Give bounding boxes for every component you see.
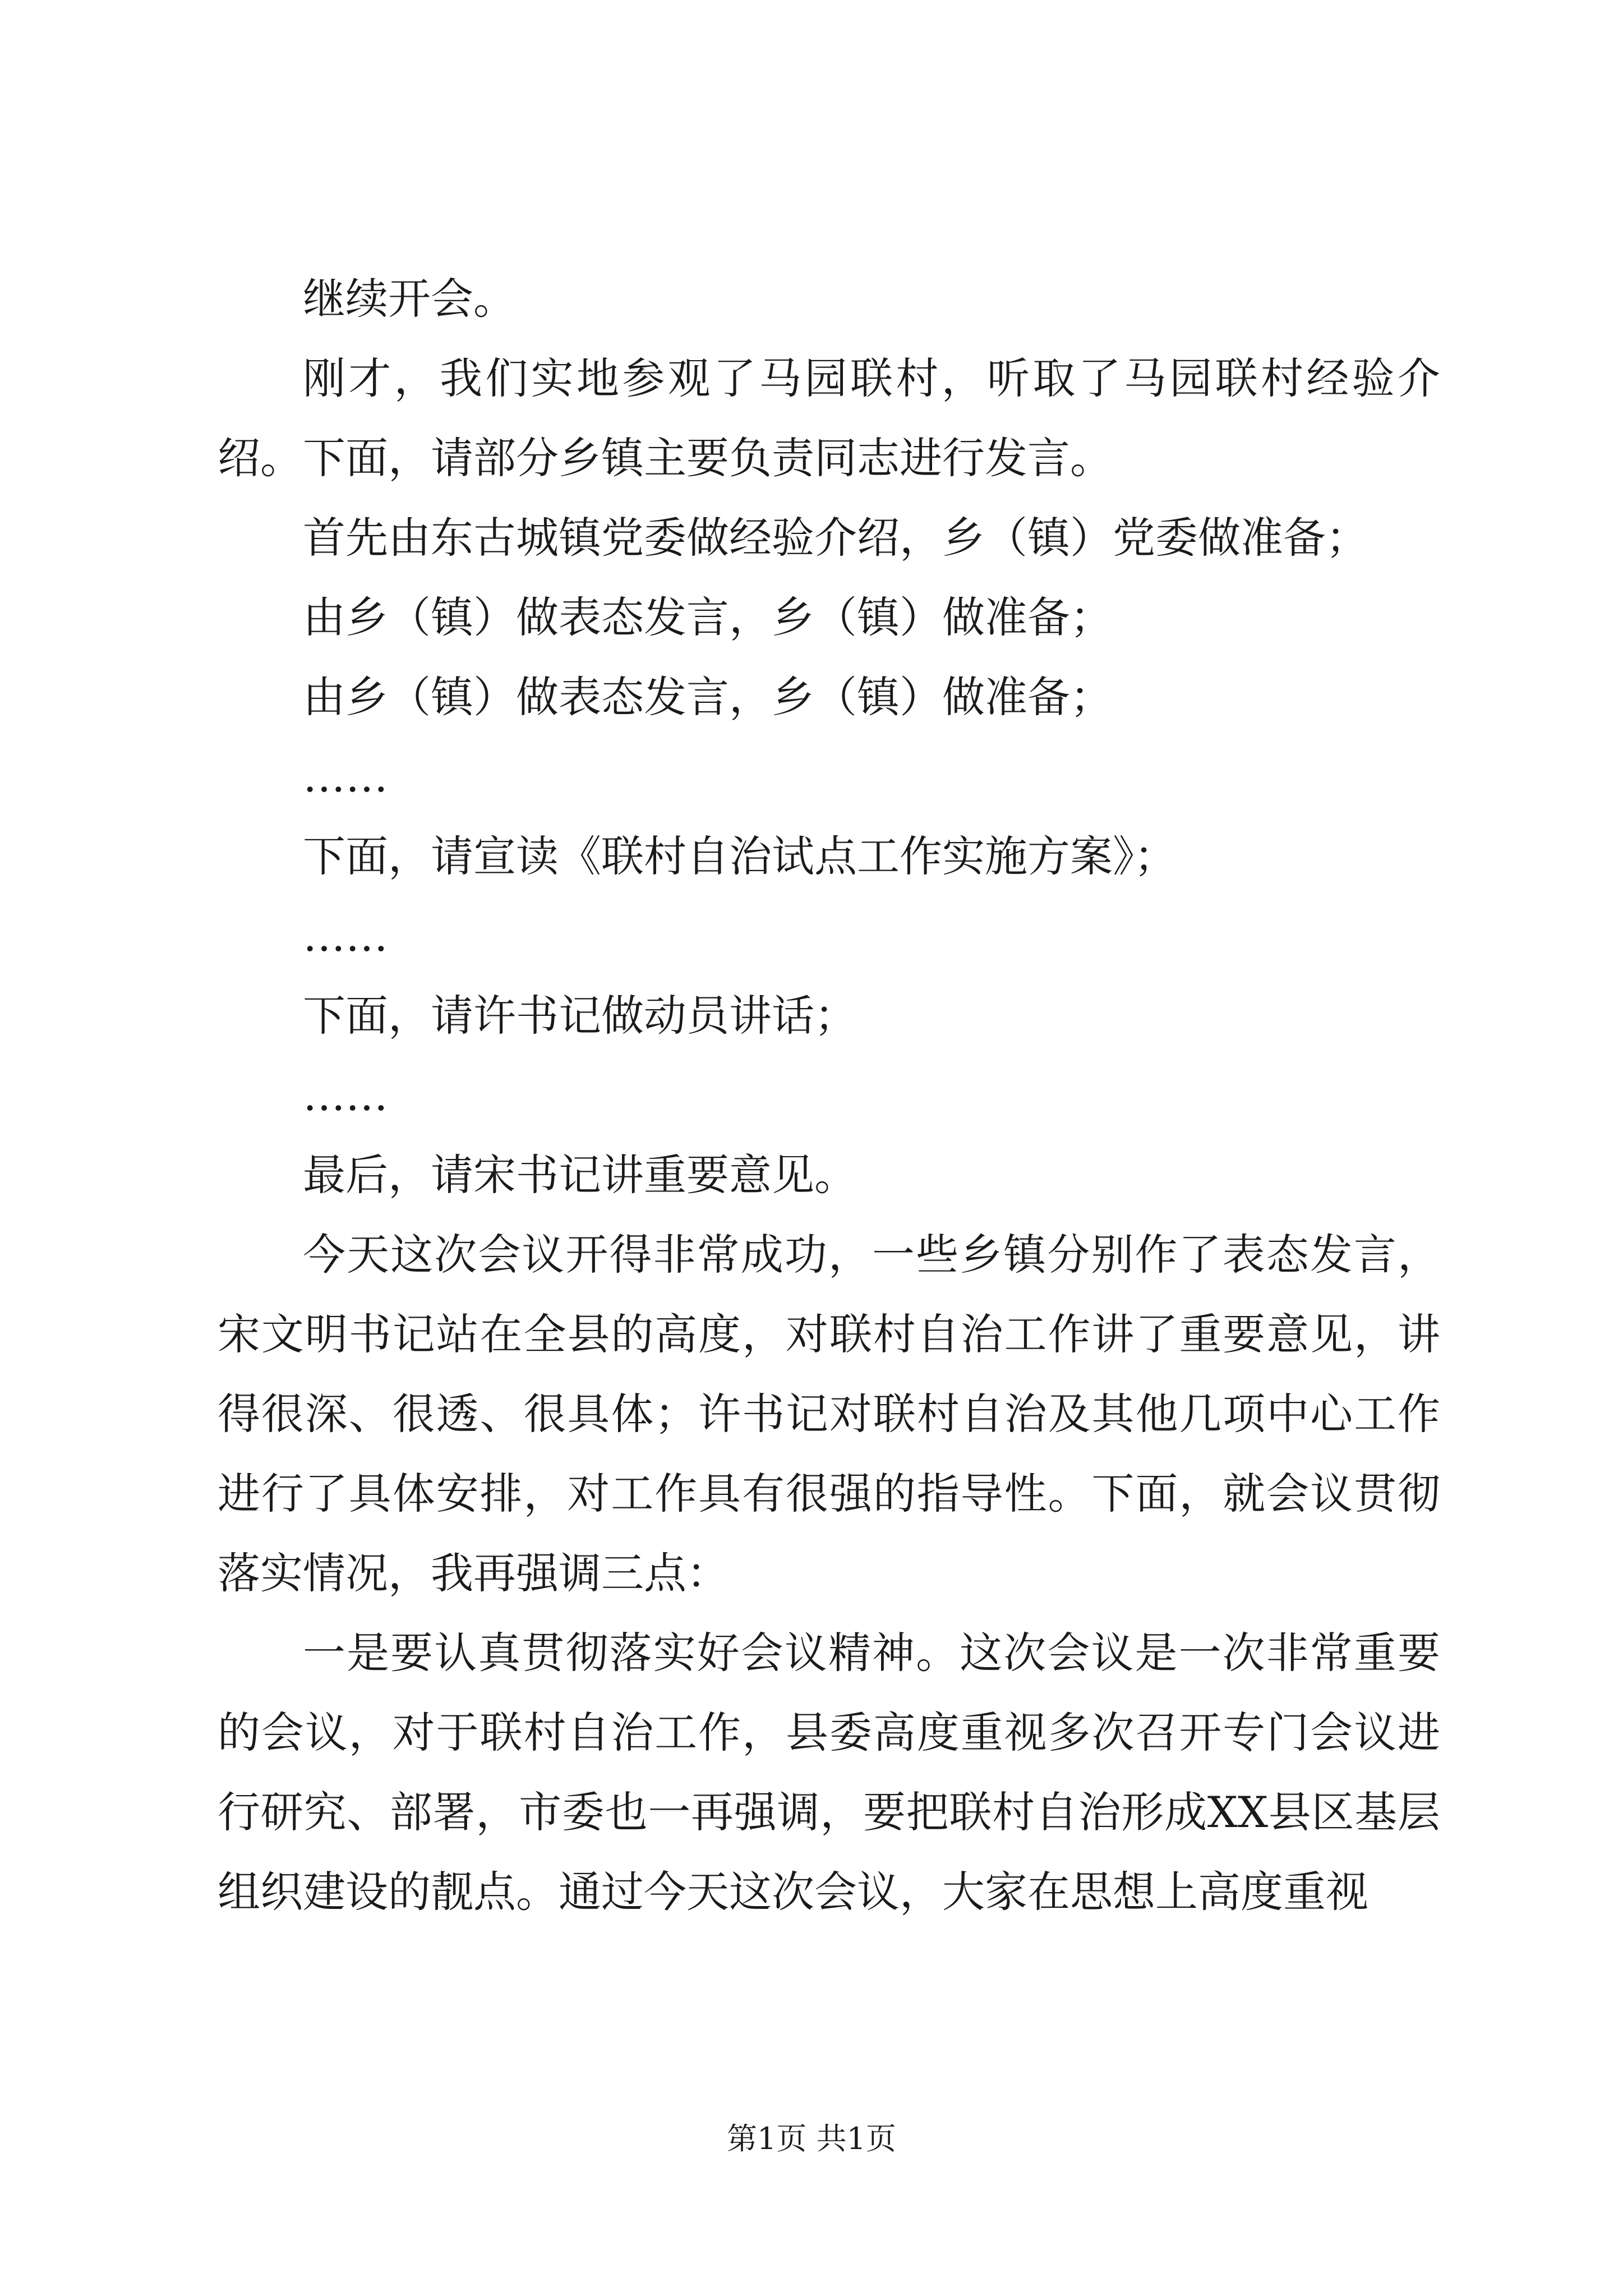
paragraph: 由乡（镇）做表态发言，乡（镇）做准备； bbox=[303, 592, 1113, 642]
page-number: 第1页 共1页 bbox=[727, 2121, 896, 2156]
ellipsis-line: …… bbox=[303, 911, 388, 961]
document-body bbox=[218, 259, 1440, 1932]
ellipsis-line: …… bbox=[303, 752, 388, 802]
paragraph: 一是要认真贯彻落实好会议精神。这次会议是一次非常重要的会议，对于联村自治工作，县委高度重视多次召开专门会议进行研究、部署，市委也一再强调，要把联村自治形成XX县区基层组织建设的靓点。通过今天这次会议，大家在思想上高度重视 bbox=[218, 1628, 1440, 1917]
page-footer bbox=[0, 2115, 1623, 2158]
paragraph: 今天这次会议开得非常成功，一些乡镇分别作了表态发言，宋文明书记站在全县的高度，对联村自治工作讲了重要意见，讲得很深、很透、很具体；许书记对联村自治及其他几项中心工作进行了具体安排，对工作具有很强的指导性。下面，就会议贯彻落实情况，我再强调三点： bbox=[218, 1230, 1440, 1598]
paragraph: 首先由东古城镇党委做经验介绍，乡（镇）党委做准备； bbox=[303, 513, 1368, 563]
paragraph: 下面，请宣读《联村自治试点工作实施方案》； bbox=[303, 831, 1177, 881]
paragraph: 刚才，我们实地参观了马园联村，听取了马园联村经验介绍。下面，请部分乡镇主要负责同志进行发言。 bbox=[218, 353, 1440, 483]
paragraph: 继续开会。 bbox=[303, 274, 516, 324]
paragraph: 由乡（镇）做表态发言，乡（镇）做准备； bbox=[303, 672, 1113, 722]
ellipsis-line: …… bbox=[303, 1070, 388, 1120]
paragraph: 下面，请许书记做动员讲话； bbox=[303, 991, 857, 1041]
paragraph: 最后，请宋书记讲重要意见。 bbox=[303, 1150, 857, 1200]
